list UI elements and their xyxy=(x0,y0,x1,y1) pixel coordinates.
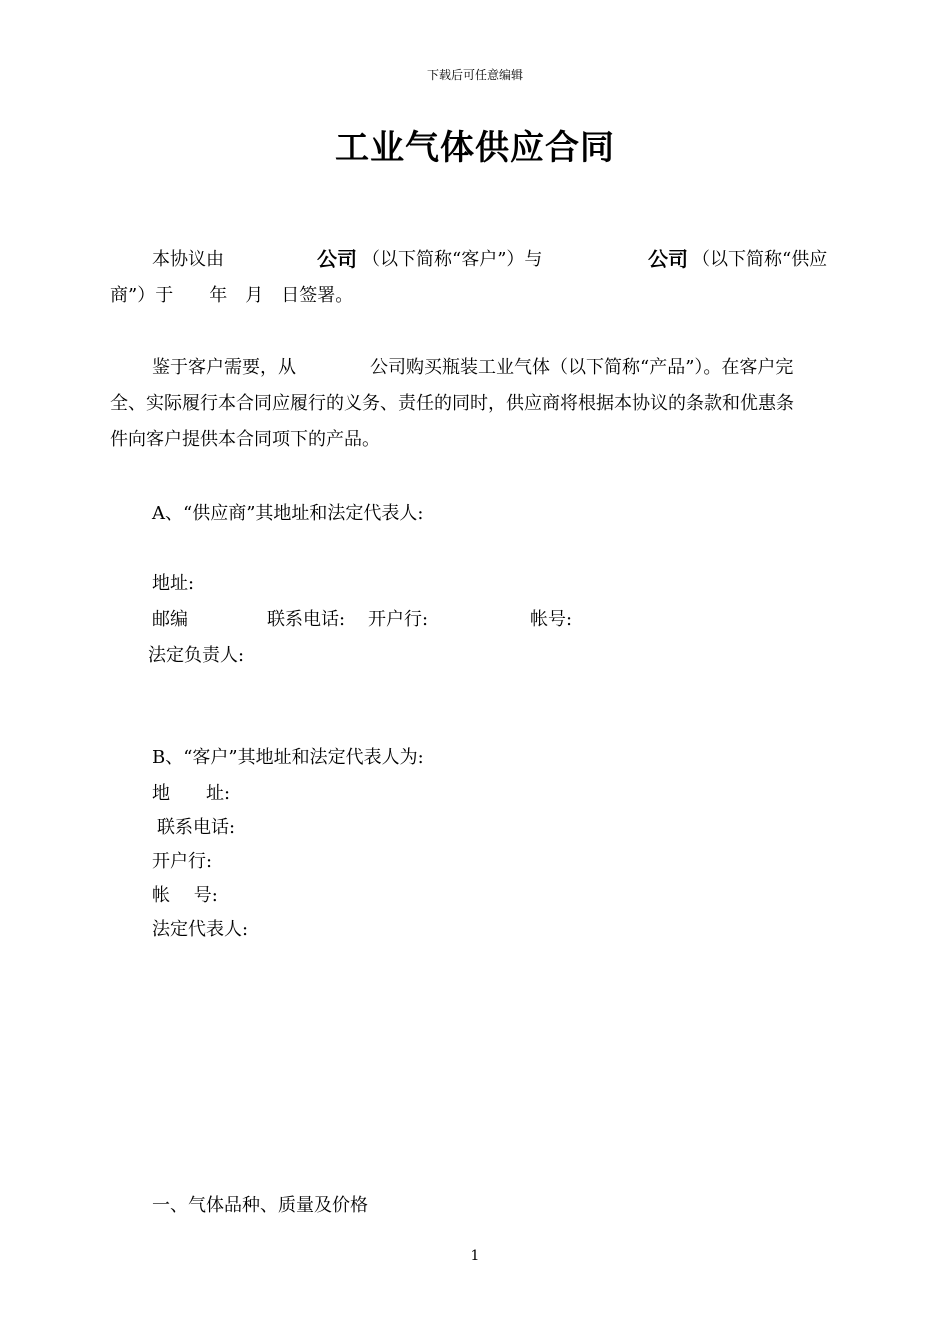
client-heading: B、“客户”其地址和法定代表人为: xyxy=(152,747,424,768)
document-title: 工业气体供应合同 xyxy=(335,128,615,168)
page-header: 下载后可任意编辑 xyxy=(426,68,523,82)
purpose-line-1b: 公司购买瓶装工业气体（以下简称“产品”）。在客户完 xyxy=(370,357,794,378)
client-address: 地 址: xyxy=(152,783,231,804)
supplier-account: 帐号: xyxy=(530,609,573,630)
supplier-bank: 开户行: xyxy=(368,609,429,630)
page-number: 1 xyxy=(470,1248,480,1264)
intro-client-alias: （以下简称“客户”）与 xyxy=(362,249,543,270)
supplier-phone: 联系电话: xyxy=(267,609,346,630)
purpose-line-1a: 鉴于客户需要，从 xyxy=(152,357,296,378)
intro-company-1: 公司 xyxy=(317,247,357,271)
supplier-heading: A、“供应商”其地址和法定代表人: xyxy=(152,503,424,524)
client-phone: 联系电话: xyxy=(157,817,236,838)
purpose-line-3: 件向客户提供本合同项下的产品。 xyxy=(110,429,380,450)
supplier-address: 地址: xyxy=(152,573,195,594)
intro-line-2: 商”）于 年 月 日签署。 xyxy=(110,285,354,306)
intro-line-1 xyxy=(152,248,224,272)
client-legal: 法定代表人: xyxy=(152,919,249,940)
purpose-line-2: 全、实际履行本合同应履行的义务、责任的同时，供应商将根据本协议的条款和优惠条 xyxy=(110,393,794,414)
client-bank: 开户行: xyxy=(152,851,213,872)
intro-company-2: 公司 xyxy=(648,247,688,271)
supplier-legal: 法定负责人: xyxy=(148,645,245,666)
section-1-heading: 一、气体品种、质量及价格 xyxy=(152,1195,368,1216)
intro-supplier-alias: （以下简称“供应 xyxy=(692,249,828,270)
intro-prefix: 本协议由 xyxy=(152,249,224,270)
client-account: 帐 号: xyxy=(152,885,218,906)
supplier-postcode: 邮编 xyxy=(152,609,188,630)
